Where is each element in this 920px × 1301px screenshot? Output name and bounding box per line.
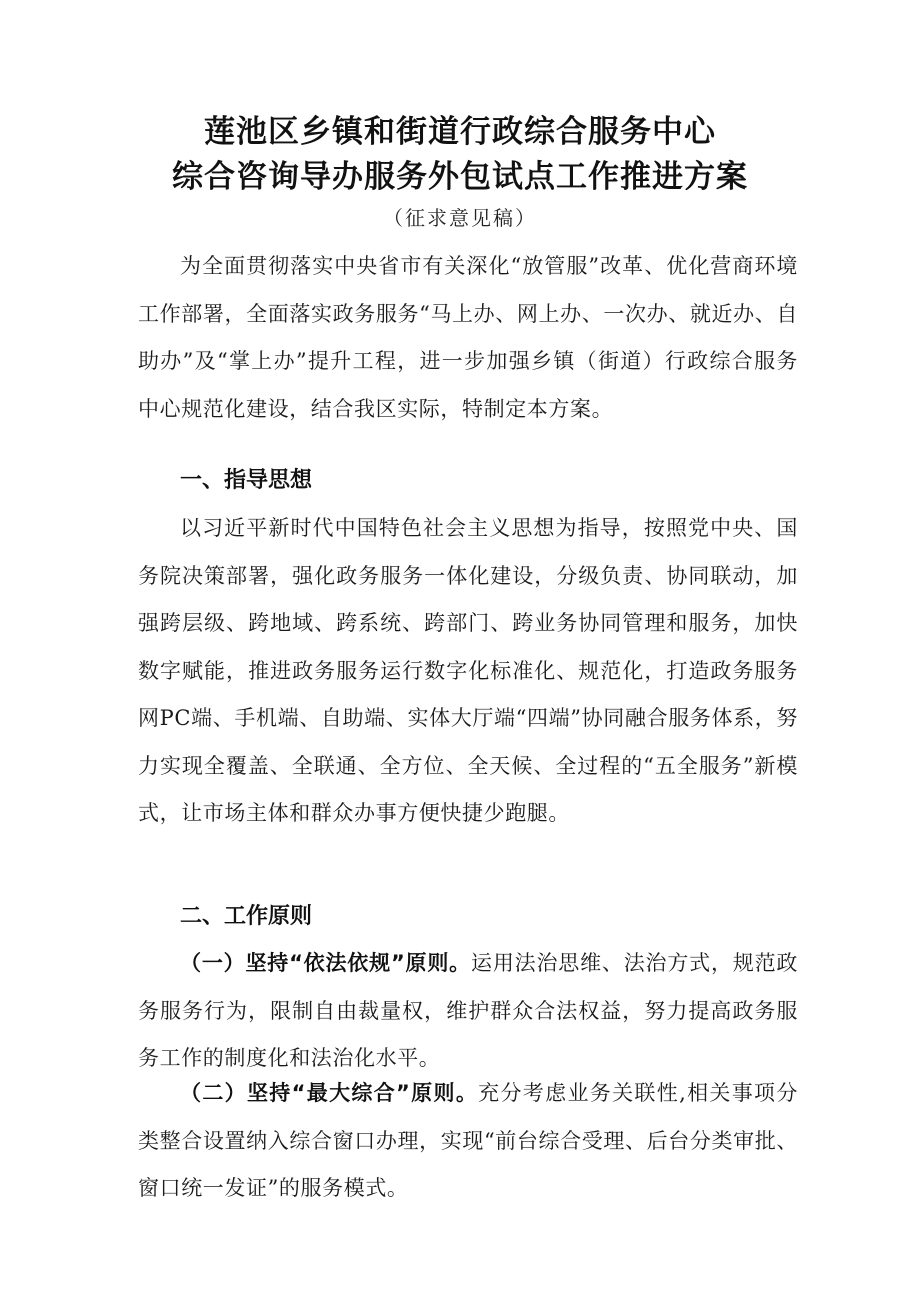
principle-1-body: 运用法治思维、法治方式，规范政务服务行为，限制自由裁量权，维护群众合法权益，努力提高政务服务工作的制度化和法治化水平。 (138, 951, 798, 1070)
principle-1-lead: （一）坚持“依法依规”原则。 (180, 951, 471, 975)
document-title-line-1: 莲池区乡镇和街道行政综合服务中心 (204, 114, 716, 150)
intro-paragraph: 为全面贯彻落实中央省市有关深化“放管服”改革、优化营商环境工作部署，全面落实政务服务“马上办、网上办、一次办、就近办、自助办”及“掌上办”提升工程，进一步加强乡镇（街道）行政综合服务中心规范化建设，结合我区实际，特制定本方案。 (138, 254, 798, 421)
document-subtitle: （征求意见稿） (383, 206, 537, 230)
section-2-heading: 二、工作原则 (180, 904, 313, 929)
principle-2-lead: （二）坚持“最大综合”原则。 (180, 1081, 479, 1105)
principle-1-paragraph (138, 940, 798, 1083)
section-1-heading: 一、指导思想 (180, 468, 313, 493)
section-1-paragraph: 以习近平新时代中国特色社会主义思想为指导，按照党中央、国务院决策部署，强化政务服务一体化建设，分级负责、协同联动，加强跨层级、跨地域、跨系统、跨部门、跨业务协同管理和服务，加快数字赋能，推进政务服务运行数字化标准化、规范化，打造政务服务网PC端、手机端、自助端、实体大厅端“四端”协同融合服务体系，努力实现全覆盖、全联通、全方位、全天候、全过程的“五全服务”新模式，让市场主体和群众办事方便快捷少跑腿。 (138, 516, 798, 825)
principle-2-body: 充分考虑业务关联性,相关事项分类整合设置纳入综合窗口办理，实现“前台综合受理、后台分类审批、窗口统一发证”的服务模式。 (138, 1081, 798, 1200)
document-title-line-2: 综合咨询导办服务外包试点工作推进方案 (172, 159, 748, 195)
principle-2-paragraph (138, 1070, 798, 1213)
